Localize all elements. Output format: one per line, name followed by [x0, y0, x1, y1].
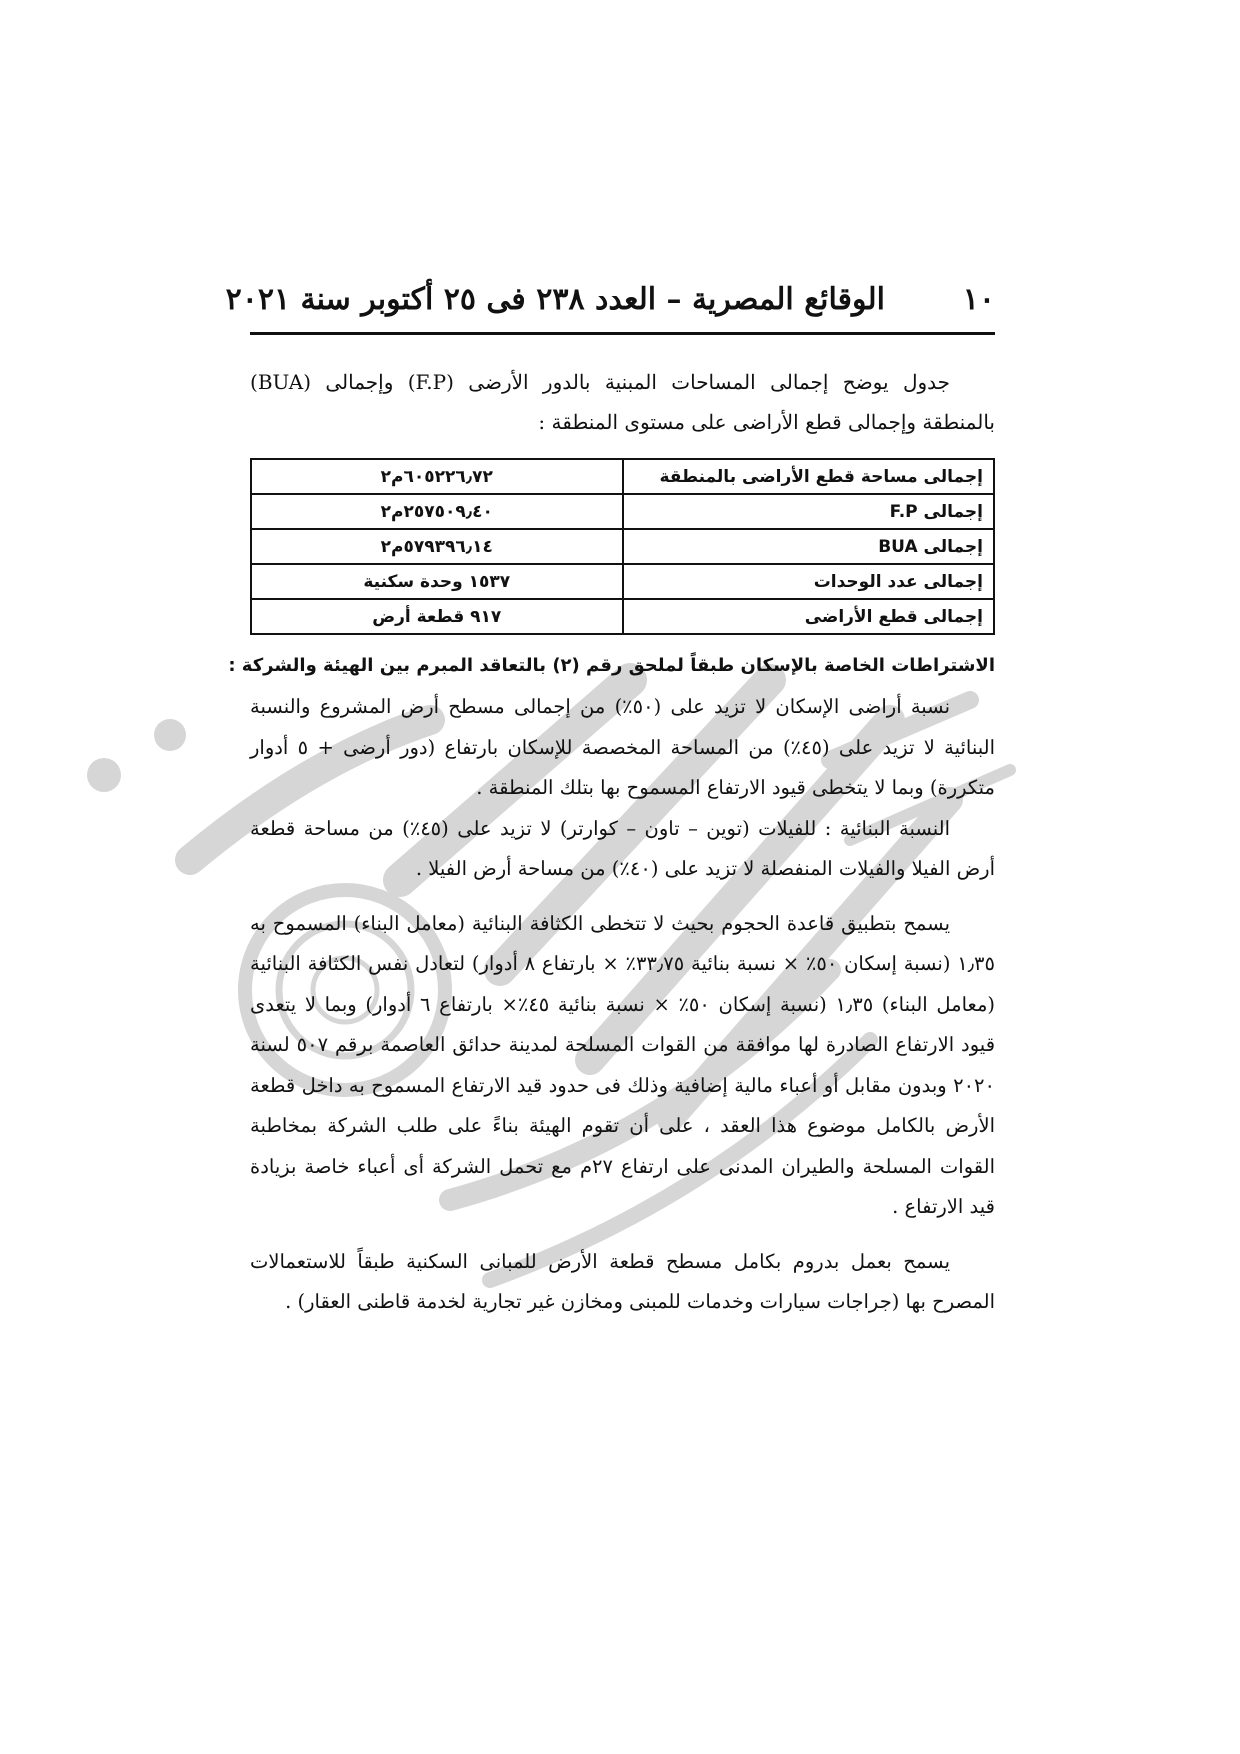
- row-value: ١٥٣٧ وحدة سكنية: [251, 564, 623, 599]
- housing-ratio-paragraph: نسبة أراضى الإسكان لا تزيد على (٥٠٪) من إجمالى مسطح أرض المشروع والنسبة البنائية لا تزيد على (٤٥٪) من المساحة المخصصة للإسكان بارتفاع (دور أرضى + ٥ أدوار متكررة) وبما لا يتخطى قيود الارتفاع المسموح بها بتلك المنطقة .: [250, 695, 995, 799]
- basement-paragraph: يسمح بعمل بدروم بكامل مسطح قطعة الأرض للمبانى السكنية طبقاً للاستعمالات المصرح بها (جراجات سيارات وخدمات للمبنى ومخازن غير تجارية لخدمة قاطنى العقار) .: [250, 1249, 995, 1313]
- intro-paragraph: جدول يوضح إجمالى المساحات المبنية بالدور الأرضى (F.P) وإجمالى (BUA) بالمنطقة وإجمالى قطع الأراضى على مستوى المنطقة :: [250, 370, 995, 434]
- page-body: [228, 362, 996, 1323]
- section-heading: الاشتراطات الخاصة بالإسكان طبقاً لملحق رقم (٢) بالتعاقد المبرم بين الهيئة والشركة :: [228, 655, 995, 676]
- table-row: [251, 459, 994, 494]
- issue-title: الوقائع المصرية – العدد ٢٣٨ فى ٢٥ أكتوبر سنة ٢٠٢١: [225, 282, 885, 317]
- villa-ratio-paragraph: النسبة البنائية : للفيلات (توين – تاون – كوارتر) لا تزيد على (٤٥٪) من مساحة قطعة أرض الفيلا والفيلات المنفصلة لا تزيد على (٤٠٪) من مساحة أرض الفيلا .: [250, 816, 995, 880]
- table-row: [251, 494, 994, 529]
- row-label: إجمالى قطع الأراضى: [623, 599, 995, 634]
- table-row: [251, 529, 994, 564]
- row-value: ٢٥٧٥٠٩٫٤٠م٢: [251, 494, 623, 529]
- page-header: [225, 282, 995, 335]
- row-value: ٥٧٩٣٩٦٫١٤م٢: [251, 529, 623, 564]
- area-summary-table: [250, 458, 995, 635]
- page-number: ١٠: [962, 282, 995, 317]
- table-row: [251, 564, 994, 599]
- row-label: إجمالى مساحة قطع الأراضى بالمنطقة: [623, 459, 995, 494]
- row-label: إجمالى F.P: [623, 494, 995, 529]
- table-row: [251, 599, 994, 634]
- row-value: ٩١٧ قطعة أرض: [251, 599, 623, 634]
- row-label: إجمالى BUA: [623, 529, 995, 564]
- row-value: ٦٠٥٢٢٦٫٧٢م٢: [251, 459, 623, 494]
- row-label: إجمالى عدد الوحدات: [623, 564, 995, 599]
- volume-rule-paragraph: يسمح بتطبيق قاعدة الحجوم بحيث لا تتخطى الكثافة البنائية (معامل البناء) المسموح به ١٫٣٥ (نسبة إسكان ٥٠٪ × نسبة بنائية ٣٣٫٧٥٪ × بارتفاع ٨ أدوار) لتعادل نفس الكثافة البنائية (معامل البناء) ١٫٣٥ (نسبة إسكان ٥٠٪ × نسبة بنائية ٤٥٪× بارتفاع ٦ أدوار) وبما لا يتعدى قيود الارتفاع الصادرة لها موافقة من القوات المسلحة لمدينة حدائق العاصمة برقم ٥٠٧ لسنة ٢٠٢٠ وبدون مقابل أو أعباء مالية إضافية وذلك فى حدود قيد الارتفاع المسموح به داخل قطعة الأرض بالكامل موضوع هذا العقد ، على أن تقوم الهيئة بناءً على طلب الشركة بمخاطبة القوات المسلحة والطيران المدنى على ارتفاع ٢٧م مع تحمل الشركة أى أعباء خاصة بزيادة قيد الارتفاع .: [250, 911, 996, 1218]
